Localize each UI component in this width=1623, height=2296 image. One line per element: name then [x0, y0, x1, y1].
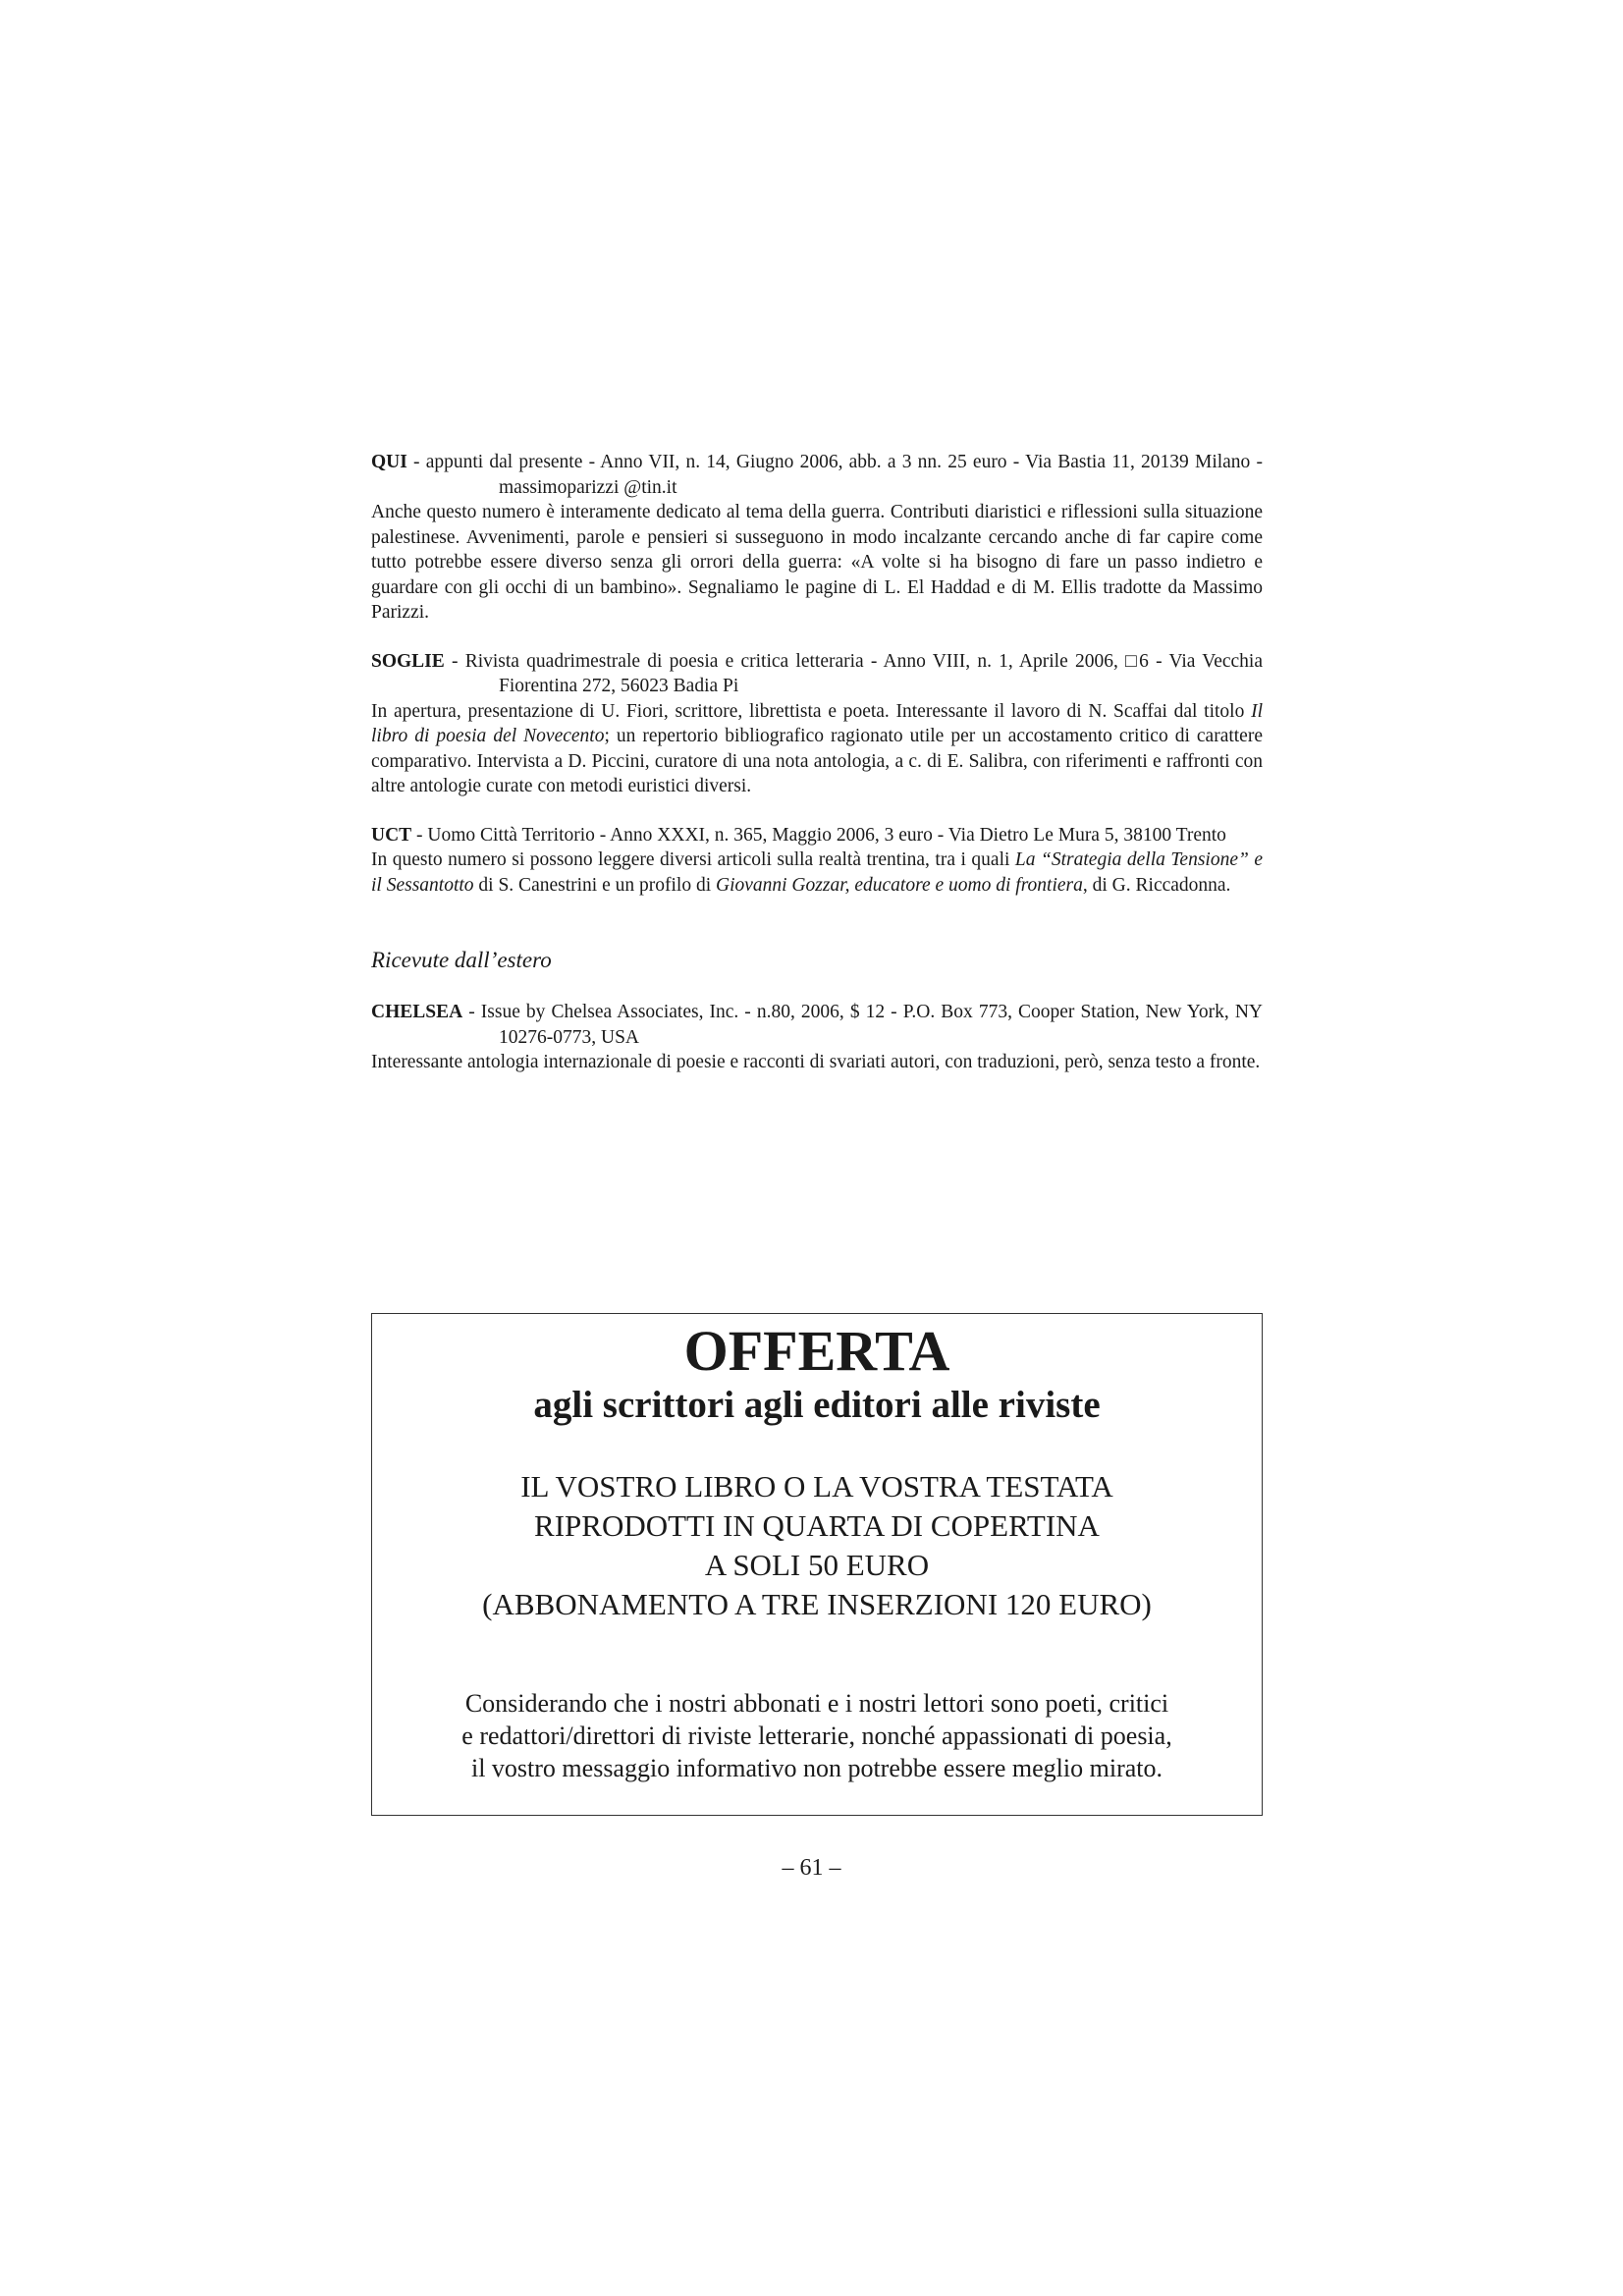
journal-name: SOGLIE	[371, 650, 445, 672]
journal-name: QUI	[371, 452, 407, 472]
entry-heading	[371, 823, 1263, 848]
offer-note	[372, 1687, 1262, 1784]
offer-line: IL VOSTRO LIBRO O LA VOSTRA TESTATA	[520, 1469, 1113, 1503]
entry-description	[371, 847, 1263, 898]
journal-details: - appunti dal presente - Anno VII, n. 14, Giugno 2006, abb. a 3 nn. 25 euro - Via Bastia 11, 20139 Milano - massimoparizzi @tin.it	[406, 452, 1263, 498]
offer-line: (ABBONAMENTO A TRE INSERZIONI 120 EURO)	[482, 1587, 1152, 1621]
journal-name: UCT	[371, 824, 412, 846]
section-title-foreign: Ricevute dall’estero	[371, 948, 552, 972]
journal-details: - Uomo Città Territorio - Anno XXXI, n. 365, Maggio 2006, 3 euro - Via Dietro Le Mura 5, 38100 Trento	[411, 824, 1226, 846]
journal-entry-qui	[371, 450, 1263, 626]
description-text: In questo numero si possono leggere diversi articoli sulla realtà trentina, tra i quali	[371, 849, 1015, 870]
offer-note-line: Considerando che i nostri abbonati e i nostri lettori sono poeti, critici	[464, 1689, 1169, 1718]
article-title: Giovanni Gozzar, educatore e uomo di frontiera	[715, 874, 1083, 896]
offer-line: A SOLI 50 EURO	[704, 1548, 930, 1582]
reviews-column	[371, 450, 1263, 1099]
article-title: La “Strategia della Tensione” e il Sessantotto	[371, 849, 1263, 896]
description-text: , di G. Riccadonna.	[1082, 874, 1231, 896]
journal-name: CHELSEA	[371, 1002, 463, 1022]
journal-details: - Rivista quadrimestrale di poesia e critica letteraria - Anno VIII, n. 1, Aprile 2006, □6 - Via Vecchia Fiorentina 272, 56023 Badia Pi	[444, 650, 1263, 696]
entry-heading	[371, 649, 1263, 699]
description-text: In apertura, presentazione di U. Fiori, scrittore, librettista e poeta. Interessante il lavoro di N. Scaffai dal titolo	[371, 700, 1252, 722]
offer-title: OFFERTA	[683, 1319, 950, 1383]
offer-subtitle: agli scrittori agli editori alle riviste	[533, 1384, 1101, 1426]
journal-entry-uct	[371, 823, 1263, 899]
offer-advertisement-box	[371, 1313, 1263, 1816]
entry-description: Anche questo numero è interamente dedicato al tema della guerra. Contributi diaristici e riflessioni sulla situazione palestinese. Avvenimenti, parole e pensieri si susseguono in modo incalzante cercando anche di far capire come tutto potrebbe essere diverso senza gli orrori della guerra: «A volte si ha bisogno di fare un passo indietro e guardare con gli occhi di un bambino». Segnaliamo le pagine di L. El Haddad e di M. Ellis tradotte da Massimo Parizzi.	[371, 502, 1263, 623]
entry-heading	[371, 1000, 1263, 1050]
entry-heading	[371, 450, 1263, 500]
offer-details	[372, 1467, 1262, 1624]
offer-note-line: e redattori/direttori di riviste letterarie, nonché appassionati di poesia,	[461, 1722, 1172, 1750]
journal-details: - Issue by Chelsea Associates, Inc. - n.80, 2006, $ 12 - P.O. Box 773, Cooper Station, New York, NY 10276-0773, USA	[462, 1002, 1263, 1048]
description-text: di S. Canestrini e un profilo di	[473, 874, 716, 896]
journal-entry-soglie	[371, 649, 1263, 799]
book-title: Il libro di poesia del Novecento	[371, 700, 1263, 746]
entry-description: Interessante antologia internazionale di poesie e racconti di svariati autori, con traduzioni, però, senza testo a fronte.	[371, 1052, 1261, 1072]
journal-entry-chelsea	[371, 1000, 1263, 1075]
description-text: ; un repertorio bibliografico ragionato utile per un accostamento critico di carattere comparativo. Intervista a D. Piccini, curatore di una nota antologia, a c. di E. Salibra, con riferimenti e raffronti con altre antologie curate con metodi euristici diversi.	[371, 726, 1263, 796]
offer-note-line: il vostro messaggio informativo non potrebbe essere meglio mirato.	[470, 1754, 1163, 1782]
entry-description	[371, 699, 1263, 799]
offer-line: RIPRODOTTI IN QUARTA DI COPERTINA	[534, 1508, 1100, 1543]
page-number: – 61 –	[782, 1855, 841, 1881]
